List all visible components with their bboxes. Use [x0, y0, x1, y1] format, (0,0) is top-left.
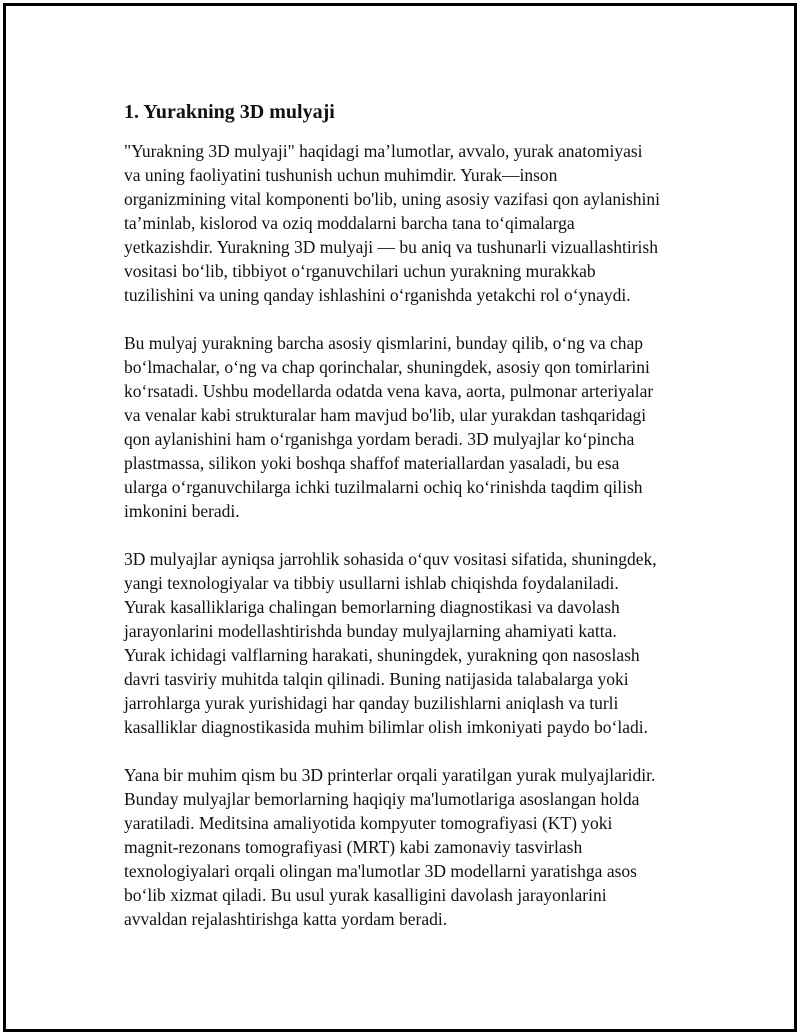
paragraph-4: Yana bir muhim qism bu 3D printerlar orqali yaratilgan yurak mulyajlaridir. Bunday mulyajlar bemorlarning haqiqiy ma'lumotlariga asoslangan holda yaratiladi. Meditsina amaliyotida kompyuter tomografiyasi (KT) yoki magnit-rezonans tomografiyasi (MRT) kabi zamonaviy tasvirlash texnologiyalari orqali olingan ma'lumotlar 3D modellarni yaratishga asos bo‘lib xizmat qiladi. Bu usul yurak kasalligini davolash jarayonlarini avvaldan rejalashtirishga katta yordam beradi. [124, 765, 656, 929]
paragraph-3: 3D mulyajlar ayniqsa jarrohlik sohasida o‘quv vositasi sifatida, shuningdek, yangi texnologiyalar va tibbiy usullarni ishlab chiqishda foydalaniladi. Yurak kasalliklariga chalingan bemorlarning diagnostikasi va davolash jarayonlarini modellashtirishda bunday mulyajlarning ahamiyati katta. Yurak ichidagi valflarning harakati, shuningdek, yurakning qon nasoslash davri tasviriy muhitda talqin qilinadi. Buning natijasida talabalarga yoki jarrohlarga yurak yurishidagi har qanday buzilishlarni aniqlash va turli kasalliklar diagnostikasida muhim bilimlar olish imkoniyati paydo bo‘ladi. [124, 549, 657, 737]
page-frame [3, 3, 797, 1032]
paragraph-2: Bu mulyaj yurakning barcha asosiy qismlarini, bunday qilib, o‘ng va chap bo‘lmachalar, o‘ng va chap qorinchalar, shuningdek, asosiy qon tomirlarini ko‘rsatadi. Ushbu modellarda odatda vena kava, aorta, pulmonar arteriyalar va venalar kabi strukturalar ham mavjud bo'lib, ular yurakdan tashqaridagi qon aylanishini ham o‘rganishga yordam beradi. 3D mulyajlar ko‘pincha plastmassa, silikon yoki boshqa shaffof materiallardan yasaladi, bu esa ularga o‘rganuvchilarga ichki tuzilmalarni ochiq ko‘rinishda taqdim qilish imkonini beradi. [124, 333, 654, 521]
section-heading: 1. Yurakning 3D mulyaji [124, 101, 335, 123]
paragraph-1: "Yurakning 3D mulyaji" haqidagi ma’lumotlar, avvalo, yurak anatomiyasi va uning faoliyatini tushunish uchun muhimdir. Yurak—inson organizmining vital komponenti bo'lib, uning asosiy vazifasi qon aylanishini ta’minlab, kislorod va oziq moddalarni barcha tana to‘qimalarga yetkazishdir. Yurakning 3D mulyaji — bu aniq va tushunarli vizuallashtirish vositasi bo‘lib, tibbiyot o‘rganuvchilari uchun yurakning murakkab tuzilishini va uning qanday ishlashini o‘rganishda yetakchi rol o‘ynaydi. [124, 141, 661, 305]
document-body [124, 98, 699, 955]
